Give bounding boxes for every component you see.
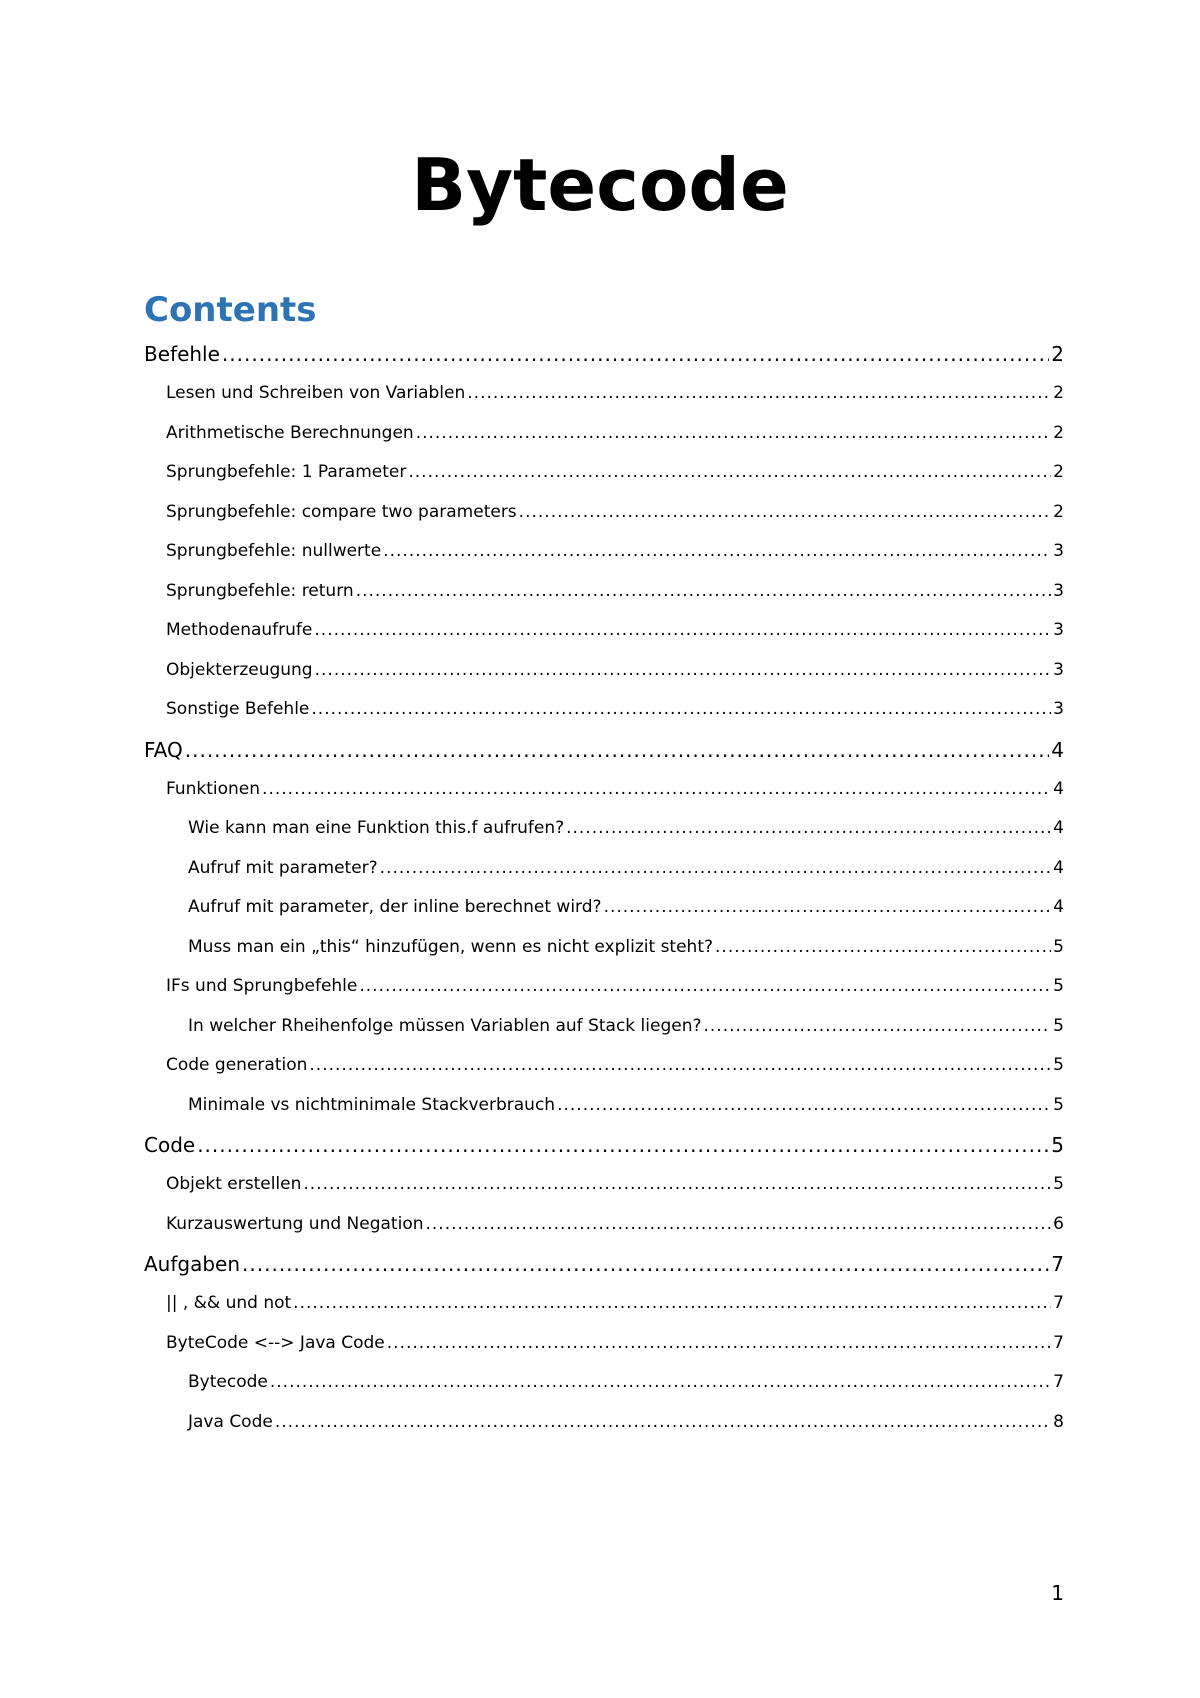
toc-entry-title: Aufgaben xyxy=(144,1252,241,1276)
toc-dot-leader xyxy=(270,1363,1051,1403)
toc-entry-title: Methodenaufrufe xyxy=(166,620,313,640)
toc-entry-level-2[interactable] xyxy=(144,1324,1064,1364)
toc-dot-leader xyxy=(314,611,1051,651)
toc-entry-page: 2 xyxy=(1053,501,1064,522)
toc-entry-title: Sprungbefehle: nullwerte xyxy=(166,541,382,561)
toc-entry-level-2[interactable] xyxy=(144,690,1064,730)
toc-entry-page: 2 xyxy=(1053,462,1064,482)
toc-entry-page: 8 xyxy=(1053,1411,1064,1432)
toc-entry-level-3[interactable] xyxy=(144,888,1064,928)
toc-dot-leader xyxy=(242,1244,1049,1284)
toc-entry-level-2[interactable] xyxy=(144,374,1064,414)
toc-entry-title: Minimale vs nichtminimale Stackverbrauch xyxy=(188,1094,556,1115)
toc-dot-leader xyxy=(222,334,1049,374)
toc-entry-level-2[interactable] xyxy=(144,611,1064,651)
toc-entry-page: 7 xyxy=(1051,1252,1064,1276)
toc-dot-leader xyxy=(303,1165,1051,1205)
toc-entry-page: 5 xyxy=(1053,1015,1064,1036)
toc-entry-title: Code xyxy=(144,1133,196,1157)
toc-entry-title: Bytecode xyxy=(188,1372,268,1392)
toc-entry-title: Befehle xyxy=(144,342,220,366)
toc-entry-level-2[interactable] xyxy=(144,493,1064,533)
toc-entry-title: FAQ xyxy=(144,737,183,762)
toc-entry-title: Arithmetische Berechnungen xyxy=(166,422,414,443)
toc-dot-leader xyxy=(387,1324,1051,1364)
toc-entry-level-3[interactable] xyxy=(144,1086,1064,1126)
toc-entry-title: Aufruf mit parameter? xyxy=(188,857,378,878)
toc-dot-leader xyxy=(197,1125,1049,1165)
toc-dot-leader xyxy=(293,1284,1051,1324)
toc-entry-level-1[interactable] xyxy=(144,1125,1064,1165)
toc-entry-level-2[interactable] xyxy=(144,651,1064,691)
toc-entry-title: Sonstige Befehle xyxy=(166,699,310,719)
toc-dot-leader xyxy=(309,1046,1051,1086)
toc-entry-page: 5 xyxy=(1051,1133,1064,1157)
toc-entry-title: Lesen und Schreiben von Variablen xyxy=(166,383,466,403)
toc-dot-leader xyxy=(380,849,1052,889)
toc-entry-page: 5 xyxy=(1053,1174,1064,1194)
toc-entry-page: 3 xyxy=(1053,659,1064,680)
toc-heading: Contents xyxy=(144,290,317,330)
toc-entry-level-3[interactable] xyxy=(144,809,1064,849)
toc-entry-level-3[interactable] xyxy=(144,928,1064,968)
toc-entry-level-3[interactable] xyxy=(144,849,1064,889)
toc-dot-leader xyxy=(185,730,1050,770)
document-title: Bytecode xyxy=(411,143,789,227)
toc-entry-page: 2 xyxy=(1051,342,1064,366)
toc-entry-page: 2 xyxy=(1053,383,1064,403)
toc-entry-page: 3 xyxy=(1053,541,1064,561)
toc-entry-title: Wie kann man eine Funktion this.f aufrufen? xyxy=(188,818,565,838)
toc-entry-page: 6 xyxy=(1053,1213,1064,1234)
toc-entry-title: Kurzauswertung und Negation xyxy=(166,1213,424,1234)
toc-entry-page: 4 xyxy=(1053,897,1064,917)
toc-entry-title: Muss man ein „this“ hinzufügen, wenn es nicht explizit steht? xyxy=(188,936,714,957)
toc-dot-leader xyxy=(566,809,1051,849)
toc-dot-leader xyxy=(359,967,1051,1007)
toc-entry-title: ByteCode <--> Java Code xyxy=(166,1332,385,1353)
toc-entry-level-2[interactable] xyxy=(144,532,1064,572)
toc-entry-page: 5 xyxy=(1053,976,1064,996)
toc-dot-leader xyxy=(275,1403,1051,1443)
toc-entry-title: Sprungbefehle: 1 Parameter xyxy=(166,462,407,482)
toc-entry-page: 4 xyxy=(1051,737,1064,762)
toc-dot-leader xyxy=(557,1086,1051,1126)
toc-entry-level-2[interactable] xyxy=(144,1205,1064,1245)
toc-entry-level-3[interactable] xyxy=(144,1403,1064,1443)
table-of-contents xyxy=(144,334,1064,1442)
toc-entry-level-3[interactable] xyxy=(144,1363,1064,1403)
toc-entry-level-2[interactable] xyxy=(144,572,1064,612)
toc-dot-leader xyxy=(408,453,1051,493)
toc-dot-leader xyxy=(704,1007,1052,1047)
toc-entry-page: 4 xyxy=(1053,818,1064,838)
toc-entry-level-1[interactable] xyxy=(144,730,1064,770)
toc-entry-page: 7 xyxy=(1053,1372,1064,1392)
toc-dot-leader xyxy=(383,532,1051,572)
toc-entry-level-1[interactable] xyxy=(144,334,1064,374)
toc-entry-page: 7 xyxy=(1053,1293,1064,1313)
toc-entry-level-2[interactable] xyxy=(144,1165,1064,1205)
toc-entry-page: 3 xyxy=(1053,580,1064,601)
toc-entry-page: 5 xyxy=(1053,1094,1064,1115)
toc-entry-page: 5 xyxy=(1053,1055,1064,1075)
toc-dot-leader xyxy=(426,1205,1052,1245)
toc-entry-title: Code generation xyxy=(166,1055,308,1075)
toc-entry-title: Sprungbefehle: return xyxy=(166,580,354,601)
toc-entry-page: 3 xyxy=(1053,699,1064,719)
toc-dot-leader xyxy=(467,374,1051,414)
toc-entry-level-3[interactable] xyxy=(144,1007,1064,1047)
toc-entry-page: 5 xyxy=(1053,936,1064,957)
toc-entry-level-2[interactable] xyxy=(144,967,1064,1007)
toc-entry-title: IFs und Sprungbefehle xyxy=(166,976,358,996)
toc-dot-leader xyxy=(311,690,1051,730)
toc-entry-title: Funktionen xyxy=(166,778,261,799)
toc-dot-leader xyxy=(356,572,1051,612)
toc-entry-page: 2 xyxy=(1053,422,1064,443)
toc-entry-level-2[interactable] xyxy=(144,1284,1064,1324)
toc-dot-leader xyxy=(604,888,1052,928)
toc-dot-leader xyxy=(715,928,1051,968)
toc-entry-title: || , && und not xyxy=(166,1293,292,1313)
toc-entry-title: Java Code xyxy=(188,1411,273,1432)
toc-entry-level-2[interactable] xyxy=(144,1046,1064,1086)
toc-entry-page: 4 xyxy=(1053,857,1064,878)
toc-dot-leader xyxy=(315,651,1052,691)
toc-dot-leader xyxy=(519,493,1052,533)
toc-dot-leader xyxy=(262,770,1051,810)
toc-entry-page: 7 xyxy=(1053,1332,1064,1353)
page-number: 1 xyxy=(1051,1581,1064,1605)
toc-entry-title: Sprungbefehle: compare two parameters xyxy=(166,501,517,522)
toc-entry-title: Aufruf mit parameter, der inline berechnet wird? xyxy=(188,897,602,917)
toc-entry-title: In welcher Rheihenfolge müssen Variablen auf Stack liegen? xyxy=(188,1015,702,1036)
toc-entry-level-1[interactable] xyxy=(144,1244,1064,1284)
toc-entry-page: 4 xyxy=(1053,778,1064,799)
toc-entry-page: 3 xyxy=(1053,620,1064,640)
toc-entry-level-2[interactable] xyxy=(144,770,1064,810)
toc-entry-level-2[interactable] xyxy=(144,453,1064,493)
toc-entry-title: Objekterzeugung xyxy=(166,659,313,680)
toc-dot-leader xyxy=(416,414,1051,454)
toc-entry-title: Objekt erstellen xyxy=(166,1174,302,1194)
toc-entry-level-2[interactable] xyxy=(144,414,1064,454)
